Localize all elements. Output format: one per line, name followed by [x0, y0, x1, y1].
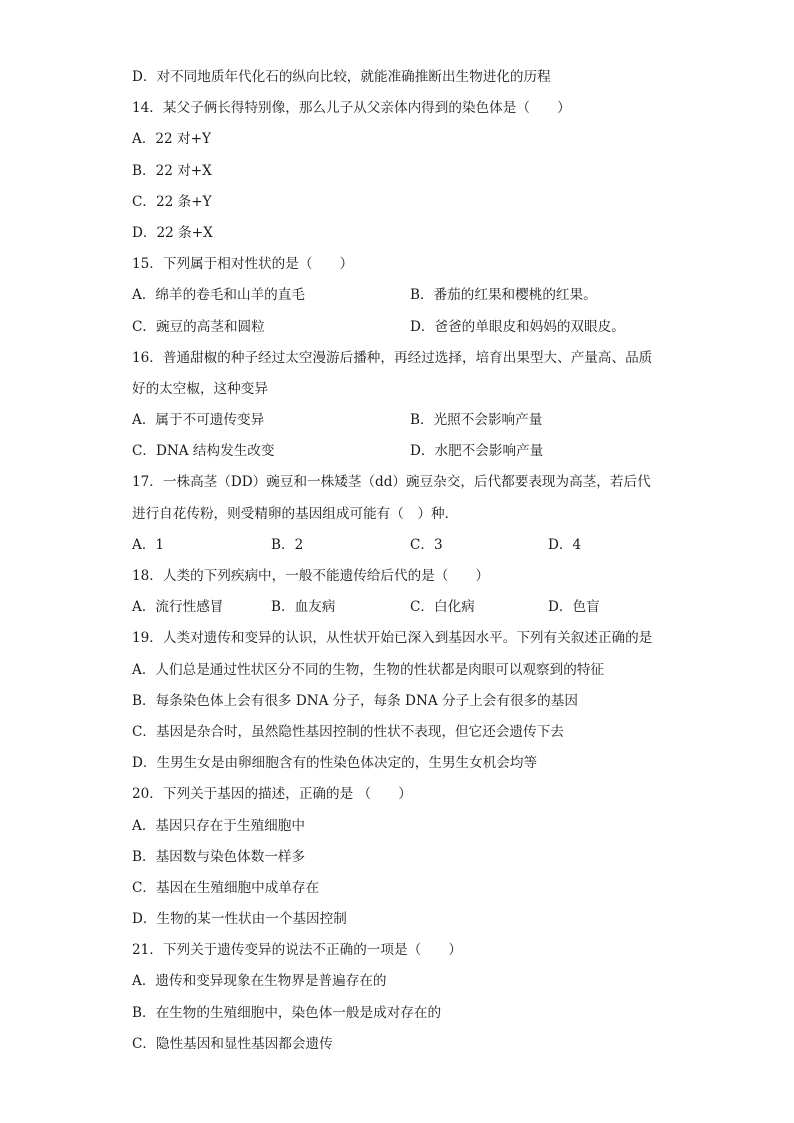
option-17b: B．2	[271, 536, 304, 553]
option-21a: A．遗传和变异现象在生物界是普遍存在的	[132, 973, 387, 990]
question-15: 15．下列属于相对性状的是（ ）	[132, 256, 354, 273]
option-16d: D．水肥不会影响产量	[410, 443, 544, 460]
option-16a: A．属于不可遗传变异	[132, 412, 265, 429]
question-18: 18．人类的下列疾病中，一般不能遗传给后代的是（ ）	[132, 568, 490, 584]
option-19c: C．基因是杂合时，虽然隐性基因控制的性状不表现，但它还会遗传下去	[132, 723, 564, 740]
option-14b: B．22 对+X	[132, 162, 212, 179]
question-16-line2: 好的太空椒，这种变异	[132, 380, 268, 397]
option-16c: C．DNA 结构发生改变	[132, 443, 275, 460]
option-18c: C．白化病	[410, 599, 475, 616]
exam-page	[132, 62, 672, 1060]
option-18b: B．血友病	[271, 599, 336, 616]
option-15c: C．豌豆的高茎和圆粒	[132, 318, 265, 335]
option-17a: A．1	[132, 536, 165, 553]
question-19: 19．人类对遗传和变异的认识，从性状开始已深入到基因水平。下列有关叙述正确的是	[132, 630, 653, 647]
options-16-row2	[132, 436, 672, 467]
question-21: 21．下列关于遗传变异的说法不正确的一项是（ ）	[132, 942, 462, 959]
options-18	[132, 592, 672, 623]
options-16-row1	[132, 405, 672, 436]
option-19a: A．人们总是通过性状区分不同的生物，生物的性状都是肉眼可以观察到的特征	[132, 661, 605, 678]
option-17c: C．3	[410, 536, 443, 553]
option-18d: D．色盲	[548, 599, 600, 616]
option-18a: A．流行性感冒	[132, 599, 224, 616]
options-17	[132, 530, 672, 561]
question-14: 14．某父子俩长得特别像，那么儿子从父亲体内得到的染色体是（ ）	[132, 100, 571, 117]
question-17-line1: 17．一株高茎（DD）豌豆和一株矮茎（dd）豌豆杂交，后代都要表现为高茎，若后代	[132, 474, 651, 491]
option-20d: D．生物的某一性状由一个基因控制	[132, 911, 347, 928]
option-20a: A．基因只存在于生殖细胞中	[132, 817, 305, 834]
options-15-row1	[132, 280, 672, 311]
option-13d: D．对不同地质年代化石的纵向比较，就能准确推断出生物进化的历程	[132, 69, 551, 85]
option-19d: D．生男生女是由卵细胞含有的性染色体决定的，生男生女机会均等	[132, 755, 538, 772]
option-17d: D．4	[548, 536, 582, 553]
question-16-line1: 16．普通甜椒的种子经过太空漫游后播种，再经过选择，培育出果型大、产量高、品质	[132, 349, 653, 366]
option-20c: C．基因在生殖细胞中成单存在	[132, 879, 320, 896]
question-17-line2: 进行自花传粉，则受精卵的基因组成可能有（ ）种．	[132, 505, 459, 522]
option-20b: B．基因数与染色体数一样多	[132, 848, 306, 865]
option-21b: B．在生物的生殖细胞中，染色体一般是成对存在的	[132, 1004, 442, 1021]
option-21c: C．隐性基因和显性基因都会遗传	[132, 1035, 333, 1052]
question-20: 20．下列关于基因的描述，正确的是 （ ）	[132, 786, 412, 803]
option-15b: B．番茄的红果和樱桃的红果。	[410, 287, 597, 304]
option-19b: B．每条染色体上会有很多 DNA 分子，每条 DNA 分子上会有很多的基因	[132, 692, 578, 709]
options-15-row2	[132, 312, 672, 343]
option-15a: A．绵羊的卷毛和山羊的直毛	[132, 287, 305, 304]
option-14a: A．22 对+Y	[132, 131, 211, 148]
option-14c: C．22 条+Y	[132, 193, 212, 210]
option-16b: B．光照不会影响产量	[410, 412, 543, 429]
option-14d: D．22 条+X	[132, 224, 213, 241]
option-15d: D．爸爸的单眼皮和妈妈的双眼皮。	[410, 318, 625, 335]
